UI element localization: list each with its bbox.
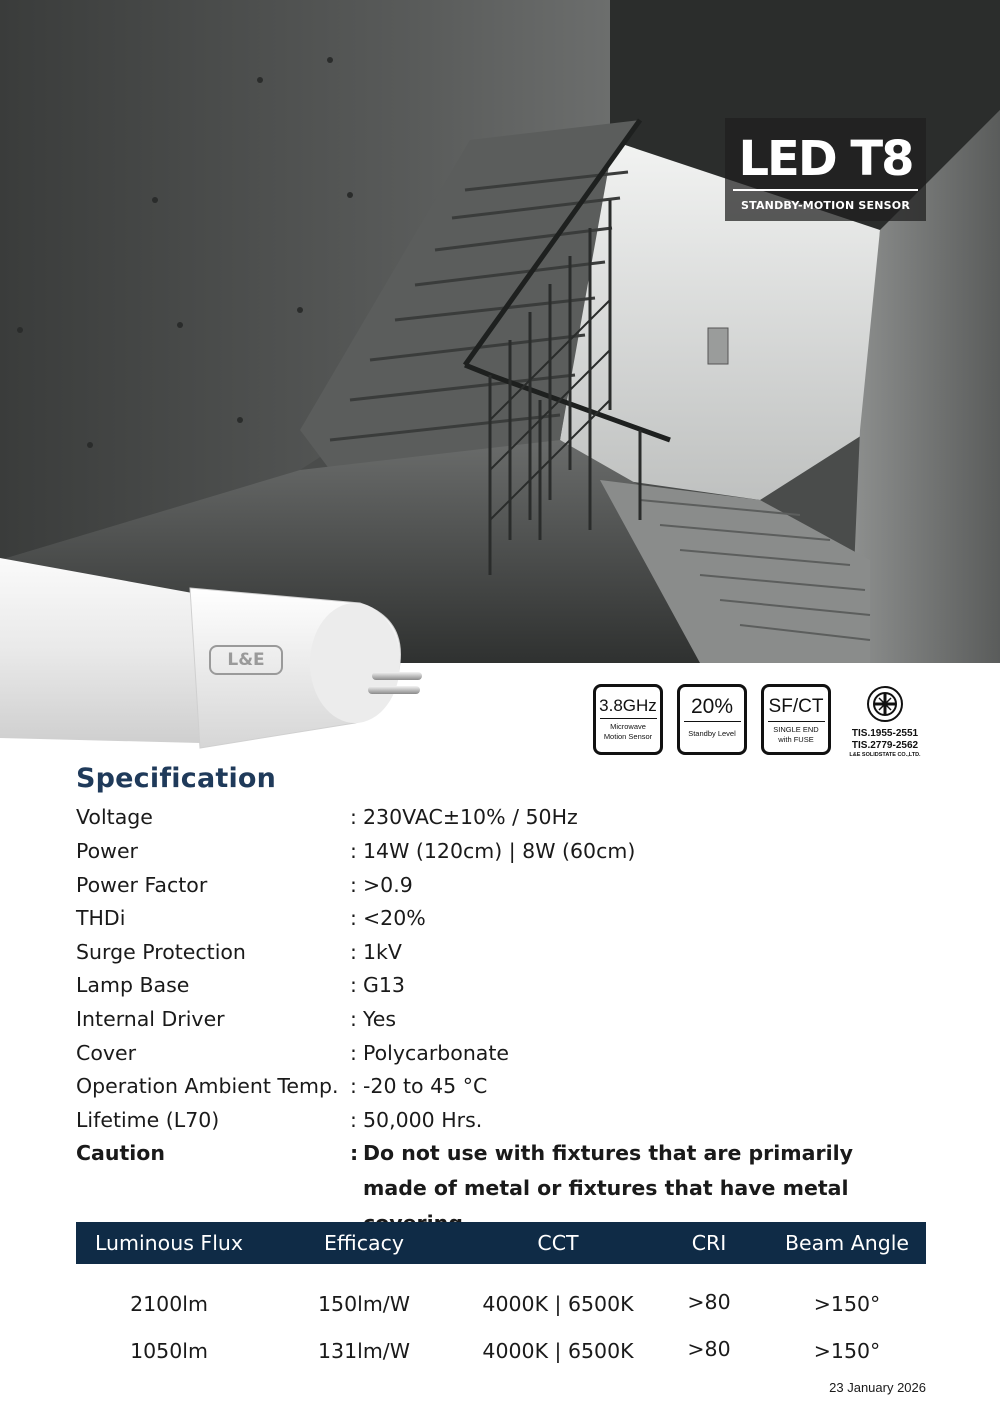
tis-company: L&E SOLIDSTATE CO.,LTD. (849, 752, 921, 758)
spec-colon: : (350, 1108, 357, 1132)
icon-caption: Motion Sensor (603, 732, 653, 741)
table-cell: 1050lm (130, 1339, 208, 1363)
spec-colon: : (350, 940, 357, 964)
spec-label: Voltage (76, 805, 153, 829)
caution-text: Do not use with fixtures that are primarily made of metal or fixtures that have metal (363, 1141, 854, 1200)
spec-label: Surge Protection (76, 940, 246, 964)
spec-label: Cover (76, 1041, 137, 1065)
product-title-badge (725, 118, 926, 221)
spec-row-voltage (76, 800, 936, 834)
icon-caption: Microwave (610, 722, 646, 731)
spec-colon: : (350, 906, 357, 930)
spec-value: -20 to 45 °C (363, 1074, 488, 1098)
icon-caption: Standby Level (688, 729, 736, 738)
spec-row-power-factor (76, 868, 936, 902)
badge-divider (733, 189, 918, 191)
spec-label: Internal Driver (76, 1007, 225, 1031)
tis-certification (840, 684, 930, 764)
icon-caption: with FUSE (778, 735, 814, 744)
spec-label: THDi (76, 906, 126, 930)
spec-label: Caution (76, 1141, 165, 1165)
spec-value: <20% (363, 906, 426, 930)
spec-row-power (76, 834, 936, 868)
spec-value: 1kV (363, 940, 402, 964)
spec-row-caution (76, 1136, 936, 1208)
spec-row-lamp-base (76, 968, 936, 1002)
table-cell: >80 (687, 1290, 731, 1314)
table-header (76, 1222, 926, 1264)
spec-label: Lifetime (L70) (76, 1108, 220, 1132)
spec-value: 230VAC±10% / 50Hz (363, 805, 578, 829)
column-header: Luminous Flux (94, 1231, 244, 1255)
column-header: CCT (537, 1231, 579, 1255)
spec-colon: : (350, 805, 357, 829)
icon-divider (768, 721, 825, 722)
icon-divider (600, 718, 657, 719)
single-end-fuse-icon (761, 684, 831, 755)
spec-row-surge-protection (76, 935, 936, 969)
spec-label: Lamp Base (76, 973, 190, 997)
led-tube-image (0, 548, 460, 758)
icon-main-text: 3.8GHz (599, 696, 657, 715)
spec-row-internal-driver (76, 1002, 936, 1036)
spec-colon: : (350, 873, 357, 897)
table-cell: 4000K | 6500K (482, 1339, 634, 1363)
spec-label: Power (76, 839, 138, 863)
spec-row-lifetime (76, 1103, 936, 1137)
spec-label: Power Factor (76, 873, 208, 897)
tis-standard-2: TIS.2779-2562 (851, 740, 919, 751)
product-title: LED T8 (738, 131, 913, 187)
icon-main-text: SF/CT (768, 696, 824, 717)
spec-value: Polycarbonate (363, 1041, 510, 1065)
spec-colon: : (350, 1141, 359, 1165)
icon-divider (684, 721, 741, 722)
icon-caption: SINGLE END (773, 725, 819, 734)
table-cell: 4000K | 6500K (482, 1292, 634, 1316)
document-date: 23 January 2026 (829, 1380, 926, 1395)
brand-logo: L&E (227, 650, 265, 670)
icon-main-text: 20% (690, 695, 734, 718)
spec-colon: : (350, 1074, 357, 1098)
table-cell: >150° (813, 1292, 881, 1316)
spec-value: G13 (363, 973, 405, 997)
spec-row-ambient-temp (76, 1069, 936, 1103)
spec-label: Operation Ambient Temp. (76, 1074, 339, 1098)
column-header: Efficacy (323, 1231, 404, 1255)
tis-seal-icon (840, 684, 930, 724)
standby-level-icon (677, 684, 747, 755)
spec-title: Specification (76, 763, 277, 794)
column-header: CRI (691, 1231, 727, 1255)
microwave-sensor-icon (593, 684, 663, 755)
spec-colon: : (350, 1007, 357, 1031)
table-cell: 2100lm (130, 1292, 208, 1316)
spec-value: Yes (363, 1007, 397, 1031)
tis-standard-1: TIS.1955-2551 (851, 728, 919, 739)
table-cell: 150lm/W (318, 1292, 410, 1316)
spec-value: 14W (120cm) | 8W (60cm) (363, 839, 636, 863)
spec-row-cover (76, 1036, 936, 1070)
column-header: Beam Angle (784, 1231, 910, 1255)
spec-value: 50,000 Hrs. (363, 1108, 483, 1132)
spec-colon: : (350, 1041, 357, 1065)
table-cell: 131lm/W (318, 1339, 410, 1363)
spec-value: >0.9 (363, 873, 413, 897)
spec-colon: : (350, 973, 357, 997)
spec-colon: : (350, 839, 357, 863)
product-subtitle: STANDBY-MOTION SENSOR (741, 199, 910, 212)
table-cell: >150° (813, 1339, 881, 1363)
spec-row-thdi (76, 901, 936, 935)
table-cell: >80 (687, 1337, 731, 1361)
